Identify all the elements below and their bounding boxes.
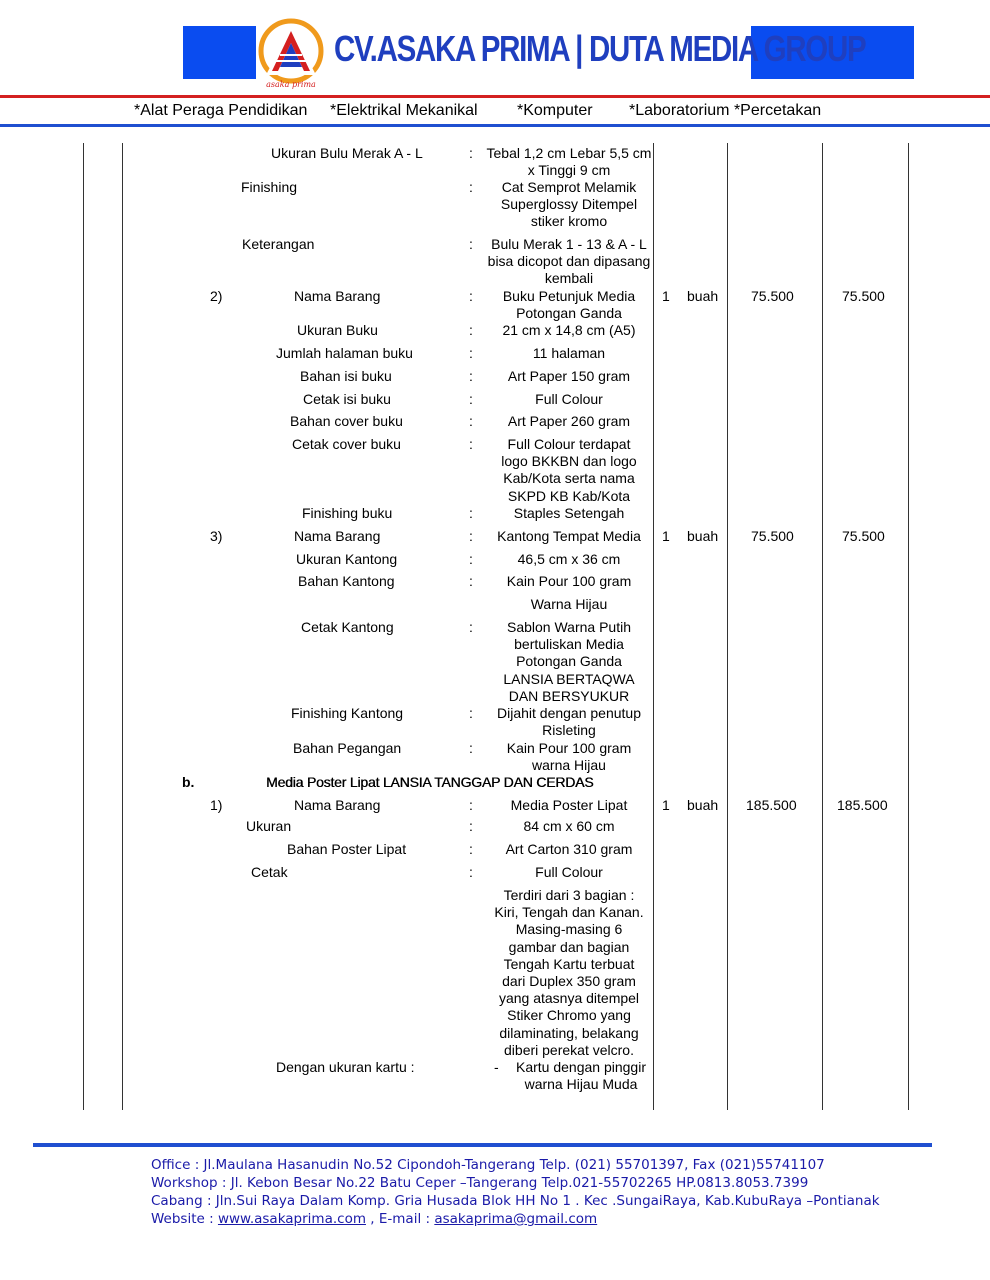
spec-label: Ukuran — [246, 818, 292, 834]
section-letter: b. — [182, 774, 195, 790]
spec-value: Bulu Merak 1 - 13 & A - L bisa dicopot dan dipasang kembali — [487, 236, 651, 287]
spec-label: Finishing buku — [302, 505, 393, 521]
table-border — [122, 143, 123, 1110]
spec-label: Cetak cover buku — [292, 436, 401, 452]
spec-label: Keterangan — [242, 236, 315, 252]
spec-label: Ukuran Kantong — [296, 551, 398, 567]
header-divider — [0, 98, 990, 99]
table-border — [822, 143, 823, 1110]
spec-colon: : — [469, 322, 473, 338]
spec-label: Nama Barang — [294, 528, 381, 544]
footer-cabang: Cabang : Jln.Sui Raya Dalam Komp. Gria Husada Blok HH No 1 . Kec .SungaiRaya, Kab.KubuRaya –Pontianak — [151, 1193, 880, 1209]
website-link[interactable]: www.asakaprima.com — [217, 1211, 366, 1227]
spec-value: 21 cm x 14,8 cm (A5) — [502, 322, 636, 338]
item-total: 75.500 — [842, 288, 885, 304]
table-border — [83, 143, 84, 1110]
section-title: Media Poster Lipat LANSIA TANGGAP DAN CERDAS — [266, 774, 594, 790]
spec-colon: : — [469, 436, 473, 452]
tagline — [0, 102, 990, 122]
footer-workshop: Workshop : Jl. Kebon Besar No.22 Batu Ceper –Tangerang Telp.021-55702265 HP.0813.8053.7399 — [151, 1175, 809, 1191]
spec-colon: : — [469, 391, 473, 407]
item-qty: 1 — [662, 528, 670, 544]
spec-label: Nama Barang — [294, 288, 381, 304]
spec-value: Art Carton 310 gram — [505, 841, 633, 857]
item-unit: buah — [687, 288, 719, 304]
spec-colon: : — [469, 505, 473, 521]
spec-value: Sablon Warna Putih bertuliskan Media Potongan Ganda LANSIA BERTAQWA DAN BERSYUKUR — [503, 619, 635, 704]
spec-value: Art Paper 150 gram — [507, 368, 631, 384]
spec-value: Art Paper 260 gram — [507, 413, 631, 429]
header-blue-block-left — [183, 26, 256, 79]
spec-value: Terdiri dari 3 bagian : Kiri, Tengah dan Kanan. Masing-masing 6 gambar dan bagian Tengah Kartu terbuat dari Duplex 350 gram yang atasnya ditempel Stiker Chromo yang dilaminating, belakang diberi perekat velcro. — [494, 887, 644, 1058]
email-link[interactable]: asakaprima@gmail.com — [434, 1211, 598, 1227]
spec-colon: : — [469, 705, 473, 721]
item-number: 1) — [210, 797, 223, 813]
tagline-item: *Komputer — [517, 102, 593, 119]
spec-colon: : — [469, 818, 473, 834]
spec-value: Kain Pour 100 gram warna Hijau — [506, 740, 632, 774]
spec-colon: : — [469, 619, 473, 635]
spec-label: Finishing Kantong — [291, 705, 404, 721]
spec-colon: : — [469, 551, 473, 567]
tagline-item: *Alat Peraga Pendidikan — [134, 102, 308, 119]
spec-value: Full Colour — [535, 864, 603, 880]
asaka-prima-logo — [258, 17, 324, 89]
item-number: 2) — [210, 288, 223, 304]
website-label: Website : — [151, 1211, 214, 1227]
spec-value: Buku Petunjuk Media Potongan Ganda — [502, 288, 636, 322]
footer-line — [33, 1143, 932, 1147]
spec-colon: : — [469, 740, 473, 756]
spec-colon: : — [469, 288, 473, 304]
spec-value: Kartu dengan pinggir warna Hijau Muda — [516, 1059, 646, 1093]
spec-colon: : — [469, 345, 473, 361]
spec-colon: : — [469, 797, 473, 813]
spec-colon: : — [469, 145, 473, 161]
footer-contact — [151, 1211, 597, 1227]
spec-label: Jumlah halaman buku — [276, 345, 413, 361]
spec-colon: : — [469, 528, 473, 544]
brand-title: CV.ASAKA PRIMA | DUTA MEDIA GROUP — [334, 28, 866, 69]
spec-value: Full Colour — [535, 391, 603, 407]
spec-colon: : — [469, 573, 473, 589]
spec-value: 84 cm x 60 cm — [523, 818, 615, 834]
spec-colon: : — [469, 413, 473, 429]
tagline-item: *Elektrikal Mekanikal — [330, 102, 478, 119]
tagline-item: *Laboratorium *Percetakan — [629, 102, 822, 119]
spec-label: Nama Barang — [294, 797, 381, 813]
list-dash: - — [494, 1059, 499, 1075]
spec-label: Ukuran Buku — [297, 322, 378, 338]
table-border — [653, 143, 654, 1110]
spec-value: Warna Hijau — [530, 596, 608, 612]
spec-label: Bahan cover buku — [290, 413, 403, 429]
header-blue-line — [0, 124, 990, 127]
spec-value: Dijahit dengan penutup Risleting — [496, 705, 641, 739]
spec-value: Staples Setengah — [513, 505, 625, 521]
item-total: 185.500 — [837, 797, 888, 813]
spec-label: Bahan Kantong — [298, 573, 395, 589]
email-label: , E-mail : — [370, 1211, 431, 1227]
item-price: 185.500 — [746, 797, 797, 813]
spec-value: Media Poster Lipat — [510, 797, 628, 813]
spec-colon: : — [469, 179, 473, 195]
spec-value: Tebal 1,2 cm Lebar 5,5 cm x Tinggi 9 cm — [486, 145, 652, 179]
spec-value: Cat Semprot Melamik Superglossy Ditempel stiker kromo — [500, 179, 638, 230]
footer-office: Office : Jl.Maulana Hasanudin No.52 Cipondoh-Tangerang Telp. (021) 55701397, Fax (021)55741107 — [151, 1157, 825, 1173]
item-qty: 1 — [662, 288, 670, 304]
spec-value: 46,5 cm x 36 cm — [517, 551, 621, 567]
spec-label: Dengan ukuran kartu : — [276, 1059, 415, 1075]
spec-value: Kantong Tempat Media — [497, 528, 641, 544]
spec-colon: : — [469, 368, 473, 384]
spec-label: Finishing — [241, 179, 298, 195]
item-total: 75.500 — [842, 528, 885, 544]
item-price: 75.500 — [751, 528, 794, 544]
spec-value: Full Colour terdapat logo BKKBN dan logo Kab/Kota serta nama SKPD KB Kab/Kota — [501, 436, 637, 504]
spec-value: 11 halaman — [532, 345, 606, 361]
spec-label: Cetak Kantong — [301, 619, 394, 635]
item-unit: buah — [687, 797, 719, 813]
spec-label: Cetak — [251, 864, 288, 880]
item-price: 75.500 — [751, 288, 794, 304]
table-border — [727, 143, 728, 1110]
spec-value: Kain Pour 100 gram — [506, 573, 632, 589]
item-number: 3) — [210, 528, 223, 544]
item-unit: buah — [687, 528, 719, 544]
spec-colon: : — [469, 236, 473, 252]
spec-label: Ukuran Bulu Merak A - L — [271, 145, 423, 161]
spec-colon: : — [469, 841, 473, 857]
spec-label: Cetak isi buku — [303, 391, 391, 407]
logo-text: asaka prima — [266, 80, 316, 89]
spec-label: Bahan Poster Lipat — [287, 841, 407, 857]
spec-label: Bahan Pegangan — [293, 740, 402, 756]
table-border — [908, 143, 909, 1110]
spec-label: Bahan isi buku — [300, 368, 392, 384]
item-qty: 1 — [662, 797, 670, 813]
spec-colon: : — [469, 864, 473, 880]
